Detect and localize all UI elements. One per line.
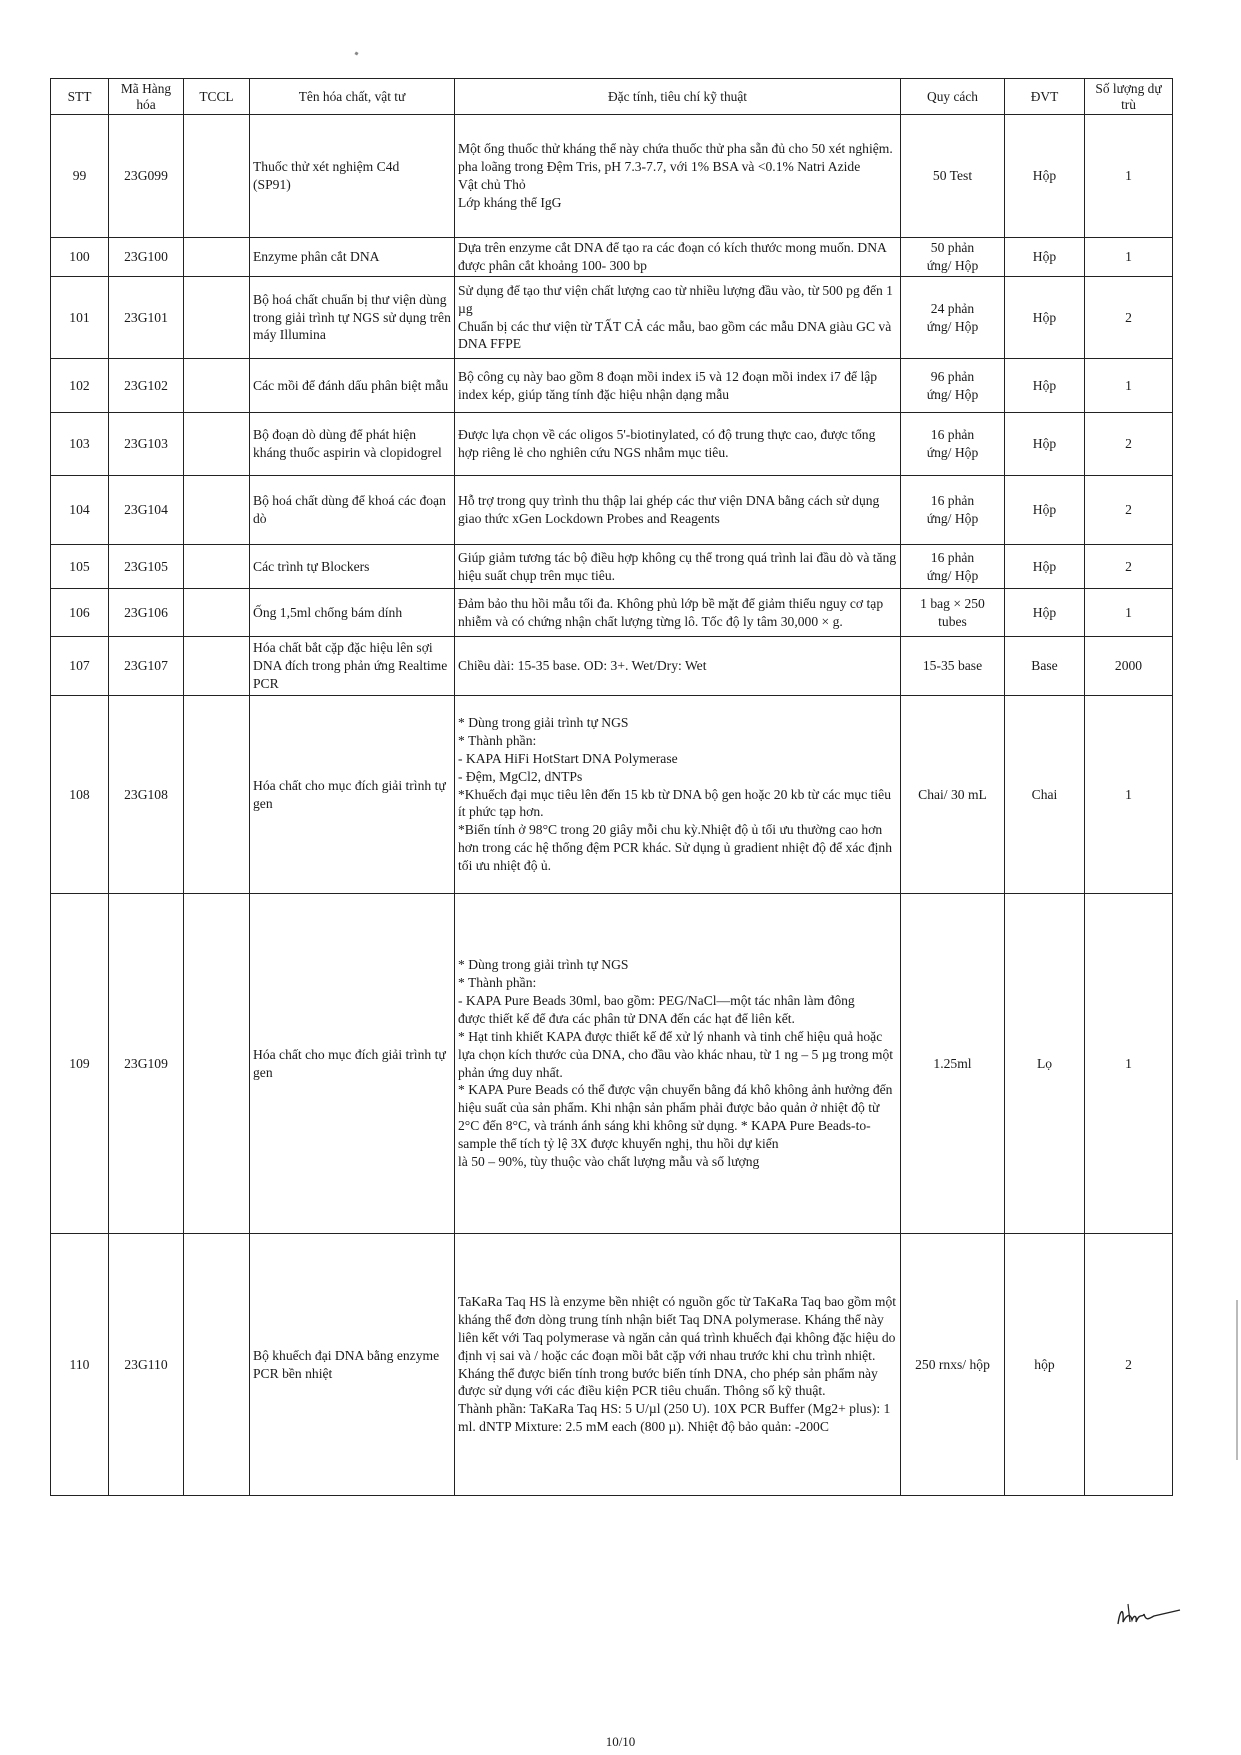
cell-qty: 2 — [1085, 277, 1173, 359]
cell-name-line: Bộ hoá chất dùng để khoá các đoạn dò — [253, 493, 446, 526]
table-header-row — [51, 79, 1173, 115]
cell-code: 23G103 — [109, 413, 184, 476]
cell-name — [250, 238, 455, 277]
cell-name — [250, 476, 455, 545]
cell-spec-line: là 50 – 90%, tùy thuộc vào chất lượng mẫu và số lượng — [458, 1154, 760, 1170]
header-stt: STT — [51, 79, 109, 115]
cell-stt: 102 — [51, 359, 109, 413]
cell-name-line: Thuốc thử xét nghiệm C4d — [253, 159, 400, 175]
cell-code: 23G100 — [109, 238, 184, 277]
cell-tccl — [184, 894, 250, 1234]
cell-spec-line: Vật chủ Thỏ — [458, 177, 526, 192]
cell-stt: 99 — [51, 115, 109, 238]
table-row — [51, 277, 1173, 359]
supply-table-wrap — [50, 78, 1172, 1496]
cell-pack — [901, 894, 1005, 1234]
cell-pack-line: tubes — [938, 613, 967, 629]
cell-pack-line: 96 phản — [930, 368, 975, 384]
cell-pack-line: 15-35 base — [922, 658, 983, 674]
cell-unit: Hộp — [1005, 476, 1085, 545]
cell-name-line: Hóa chất bắt cặp đặc hiệu lên sợi DNA đích trong phản ứng Realtime PCR — [253, 640, 448, 691]
cell-name — [250, 277, 455, 359]
cell-pack — [901, 589, 1005, 637]
cell-spec — [455, 238, 901, 277]
cell-spec-line: Lớp kháng thể IgG — [458, 194, 562, 210]
cell-name-line: Enzyme phân cắt DNA — [253, 249, 380, 265]
cell-name — [250, 696, 455, 894]
cell-pack-line: ứng/ Hộp — [926, 511, 979, 526]
cell-name — [250, 545, 455, 589]
cell-code: 23G110 — [109, 1234, 184, 1496]
cell-tccl — [184, 545, 250, 589]
cell-tccl — [184, 238, 250, 277]
cell-name-line: Các mồi để đánh dấu phân biệt mẫu — [253, 377, 449, 393]
table-row — [51, 894, 1173, 1234]
cell-pack — [901, 115, 1005, 238]
cell-tccl — [184, 696, 250, 894]
cell-spec-line: Giúp giảm tương tác bộ điều hợp không cụ thể trong quá trình lai đầu dò và tăng hiệu suất chụp trên mục tiêu. — [458, 549, 897, 583]
cell-spec — [455, 115, 901, 238]
cell-spec — [455, 589, 901, 637]
cell-stt: 103 — [51, 413, 109, 476]
cell-stt: 107 — [51, 637, 109, 696]
table-row — [51, 589, 1173, 637]
cell-pack-line: 1.25ml — [933, 1055, 972, 1071]
header-pack: Quy cách — [901, 79, 1005, 115]
cell-unit: Hộp — [1005, 277, 1085, 359]
cell-name-line: Bộ đoạn dò dùng để phát hiện kháng thuốc aspirin và clopidogrel — [253, 427, 442, 460]
cell-qty: 2000 — [1085, 637, 1173, 696]
cell-unit: Hộp — [1005, 359, 1085, 413]
cell-qty: 1 — [1085, 894, 1173, 1234]
cell-spec-line: * Dùng trong giải trình tự NGS — [458, 714, 629, 730]
cell-spec-line: *Khuếch đại mục tiêu lên đến 15 kb từ DNA bộ gen hoặc 20 kb từ các mục tiêu ít phức tạp hơn. — [458, 786, 892, 820]
cell-spec-line: *Biến tính ở 98°C trong 20 giây mỗi chu kỳ.Nhiệt độ ủ tối ưu thường cao hơn — [458, 822, 883, 838]
table-row — [51, 359, 1173, 413]
cell-spec — [455, 696, 901, 894]
cell-spec — [455, 1234, 901, 1496]
cell-code: 23G099 — [109, 115, 184, 238]
cell-qty: 2 — [1085, 476, 1173, 545]
cell-spec-line: Được lựa chọn về các oligos 5'-biotinylated, có độ trung thực cao, được tổng hợp riêng lẻ cho nghiên cứu NGS nhắm mục tiêu. — [458, 427, 876, 460]
table-row — [51, 1234, 1173, 1496]
cell-unit: Hộp — [1005, 545, 1085, 589]
cell-pack — [901, 277, 1005, 359]
table-body — [51, 115, 1173, 1496]
cell-qty: 1 — [1085, 589, 1173, 637]
table-row — [51, 238, 1173, 277]
cell-pack-line: ứng/ Hộp — [926, 318, 979, 334]
cell-tccl — [184, 637, 250, 696]
cell-qty: 1 — [1085, 696, 1173, 894]
cell-name — [250, 115, 455, 238]
cell-name — [250, 637, 455, 696]
cell-stt: 104 — [51, 476, 109, 545]
scan-edge — [1236, 1300, 1238, 1460]
cell-pack-line: 16 phản — [930, 549, 975, 565]
cell-spec-line: TaKaRa Taq HS là enzyme bền nhiệt có nguồn gốc từ TaKaRa Taq bao gồm một kháng thể đơn dòng trung tính nhận biết Taq DNA polymerase. Kháng thể này liên kết với Taq polymerase và ngăn cản quá trình khuếch đại không đặc hiệu do định vị sai và / hoặc các đoạn mồi bắt cặp với nhau trước khi chu trình nhiệt. Kháng thể được biến tính trong bước biến tính DNA, cho phép sản phẩm này được sử dụng với các điều kiện PCR tiêu chuẩn. Thông số kỹ thuật. — [458, 1293, 897, 1399]
cell-spec-line: * Thành phần: — [458, 974, 537, 990]
cell-code: 23G104 — [109, 476, 184, 545]
cell-pack-line: 24 phản — [930, 300, 975, 316]
cell-tccl — [184, 476, 250, 545]
cell-pack — [901, 413, 1005, 476]
cell-name — [250, 894, 455, 1234]
cell-tccl — [184, 115, 250, 238]
cell-pack-line: Chai/ 30 mL — [918, 786, 987, 802]
cell-spec — [455, 637, 901, 696]
cell-spec-line: * Thành phần: — [458, 732, 537, 748]
cell-pack-line: ứng/ Hộp — [926, 386, 979, 402]
cell-spec — [455, 359, 901, 413]
cell-tccl — [184, 589, 250, 637]
cell-tccl — [184, 359, 250, 413]
cell-spec-line: Một ống thuốc thử kháng thể này chứa thuốc thử pha sẵn đủ cho 50 xét nghiệm. — [458, 141, 893, 157]
cell-code: 23G108 — [109, 696, 184, 894]
cell-code: 23G101 — [109, 277, 184, 359]
table-row — [51, 476, 1173, 545]
cell-pack-line: 50 phản — [930, 240, 975, 256]
supply-table — [50, 78, 1173, 1496]
cell-qty: 1 — [1085, 238, 1173, 277]
cell-name — [250, 1234, 455, 1496]
cell-pack — [901, 359, 1005, 413]
cell-unit: Hộp — [1005, 238, 1085, 277]
cell-name-line: Hóa chất cho mục đích giải trình tự gen — [253, 777, 446, 811]
cell-spec-line: Chuẩn bị các thư viện từ TẤT CẢ các mẫu, bao gồm các mẫu DNA giàu GC và DNA FFPE — [458, 318, 892, 352]
cell-name-line: Các trình tự Blockers — [253, 558, 370, 574]
cell-spec — [455, 545, 901, 589]
cell-name-line: Hóa chất cho mục đích giải trình tự gen — [253, 1046, 446, 1080]
cell-pack-line: 50 Test — [932, 168, 973, 184]
header-unit: ĐVT — [1005, 79, 1085, 115]
cell-spec-line: - Đệm, MgCl2, dNTPs — [458, 768, 583, 784]
cell-stt: 105 — [51, 545, 109, 589]
cell-code: 23G102 — [109, 359, 184, 413]
cell-unit: Chai — [1005, 696, 1085, 894]
cell-pack-line: ứng/ Hộp — [926, 445, 979, 460]
cell-tccl — [184, 277, 250, 359]
table-row — [51, 696, 1173, 894]
cell-unit: Hộp — [1005, 115, 1085, 238]
cell-name-line: Bộ hoá chất chuẩn bị thư viện dùng trong giải trình tự NGS sử dụng trên máy Illumina — [253, 291, 451, 343]
cell-tccl — [184, 413, 250, 476]
cell-spec-line: Sử dụng để tạo thư viện chất lượng cao từ nhiều lượng đầu vào, từ 500 pg đến 1 µg — [458, 282, 893, 316]
cell-code: 23G106 — [109, 589, 184, 637]
cell-spec-line: - KAPA Pure Beads 30ml, bao gồm: PEG/NaCl—một tác nhân làm đông — [458, 992, 855, 1008]
table-row — [51, 413, 1173, 476]
cell-tccl — [184, 1234, 250, 1496]
cell-spec-line: hơn trong các hệ thống đệm PCR khác. Sử dụng ủ gradient nhiệt độ để xác định tối ưu nhiệt độ ủ. — [458, 840, 892, 874]
cell-qty: 1 — [1085, 359, 1173, 413]
cell-spec — [455, 894, 901, 1234]
cell-spec-line: Bộ công cụ này bao gồm 8 đoạn mồi index i5 và 12 đoạn mồi index i7 để lập index kép, giúp tăng tính đặc hiệu nhận dạng mẫu — [458, 368, 878, 402]
cell-spec-line: được thiết kế để đưa các phân tử DNA đến các hạt để liên kết. — [458, 1010, 795, 1026]
header-spec: Đặc tính, tiêu chí kỹ thuật — [455, 79, 901, 115]
cell-spec-line: Đảm bảo thu hồi mẫu tối đa. Không phủ lớp bề mặt để giảm thiểu nguy cơ tạp nhiễm và có chứng nhận chất lượng từng lô. Tốc độ ly tâm 30,000 × g. — [458, 595, 884, 629]
cell-qty: 1 — [1085, 115, 1173, 238]
cell-unit: Lọ — [1005, 894, 1085, 1234]
cell-name — [250, 413, 455, 476]
table-row — [51, 545, 1173, 589]
table-row — [51, 637, 1173, 696]
cell-pack — [901, 545, 1005, 589]
cell-spec-line: * Dùng trong giải trình tự NGS — [458, 956, 629, 972]
cell-name-line: (SP91) — [253, 177, 291, 192]
cell-stt: 109 — [51, 894, 109, 1234]
cell-pack-line: 16 phản — [930, 427, 975, 443]
cell-spec-line: * KAPA Pure Beads có thể được vận chuyển bằng đá khô không ảnh hưởng đến hiệu suất của sản phẩm. Khi nhận sản phẩm phải được bảo quản ở nhiệt độ từ 2°C đến 8°C, và tránh ánh sáng khi không sử dụng. * KAPA Pure Beads-to-sample thể tích tỷ lệ 3X được khuyến nghị, thu hồi dự kiến — [458, 1082, 893, 1152]
cell-name — [250, 359, 455, 413]
cell-unit: Hộp — [1005, 589, 1085, 637]
cell-stt: 106 — [51, 589, 109, 637]
cell-stt: 101 — [51, 277, 109, 359]
cell-unit: Base — [1005, 637, 1085, 696]
header-tccl: TCCL — [184, 79, 250, 115]
cell-pack-line: ứng/ Hộp — [926, 567, 979, 583]
cell-pack-line: 1 bag × 250 — [920, 595, 985, 611]
cell-spec-line: Thành phần: TaKaRa Taq HS: 5 U/µl (250 U). 10X PCR Buffer (Mg2+ plus): 1 ml. dNTP Mixture: 2.5 mM each (800 µ). Nhiệt độ bảo quản: -200C — [458, 1401, 891, 1435]
cell-pack — [901, 696, 1005, 894]
cell-qty: 2 — [1085, 1234, 1173, 1496]
cell-code: 23G109 — [109, 894, 184, 1234]
cell-stt: 108 — [51, 696, 109, 894]
signature-mark — [1110, 1592, 1190, 1632]
cell-stt: 100 — [51, 238, 109, 277]
cell-name-line: Bộ khuếch đại DNA bằng enzyme PCR bền nhiệt — [253, 1347, 440, 1381]
cell-pack-line: 16 phản — [930, 493, 975, 509]
cell-pack — [901, 238, 1005, 277]
cell-spec-line: Dựa trên enzyme cắt DNA để tạo ra các đoạn có kích thước mong muốn. DNA được phân cắt khoảng 100- 300 bp — [458, 240, 887, 273]
cell-name-line: Ống 1,5ml chống bám dính — [253, 604, 403, 620]
header-qty: Số lượng dự trù — [1085, 79, 1173, 115]
cell-pack — [901, 1234, 1005, 1496]
cell-spec-line: * Hạt tinh khiết KAPA được thiết kế để xử lý nhanh và tinh chế hiệu quả hoặc lựa chọn kích thước của DNA, cho đầu vào khác nhau, từ 1 ng – 5 µg trong một phản ứng duy nhất. — [458, 1028, 894, 1080]
cell-qty: 2 — [1085, 545, 1173, 589]
cell-unit: Hộp — [1005, 413, 1085, 476]
cell-pack — [901, 637, 1005, 696]
cell-code: 23G105 — [109, 545, 184, 589]
cell-stt: 110 — [51, 1234, 109, 1496]
cell-spec-line: Chiều dài: 15-35 base. OD: 3+. Wet/Dry: Wet — [458, 658, 707, 674]
cell-spec-line: Hỗ trợ trong quy trình thu thập lai ghép các thư viện DNA bằng cách sử dụng giao thức xGen Lockdown Probes and Reagents — [458, 493, 880, 526]
cell-pack-line: 250 rnxs/ hộp — [915, 1356, 990, 1372]
cell-name — [250, 589, 455, 637]
cell-qty: 2 — [1085, 413, 1173, 476]
cell-code: 23G107 — [109, 637, 184, 696]
header-name: Tên hóa chất, vật tư — [250, 79, 455, 115]
table-row — [51, 115, 1173, 238]
page-number: 10/10 — [605, 1734, 636, 1749]
cell-spec-line: - KAPA HiFi HotStart DNA Polymerase — [458, 750, 678, 766]
header-code: Mã Hàng hóa — [109, 79, 184, 115]
cell-spec — [455, 277, 901, 359]
cell-pack-line: ứng/ Hộp — [926, 258, 979, 273]
cell-spec — [455, 476, 901, 545]
scan-speck — [354, 51, 358, 55]
cell-unit: hộp — [1005, 1234, 1085, 1496]
cell-spec — [455, 413, 901, 476]
cell-spec-line: pha loãng trong Đệm Tris, pH 7.3-7.7, với 1% BSA và <0.1% Natri Azide — [458, 159, 861, 175]
cell-pack — [901, 476, 1005, 545]
